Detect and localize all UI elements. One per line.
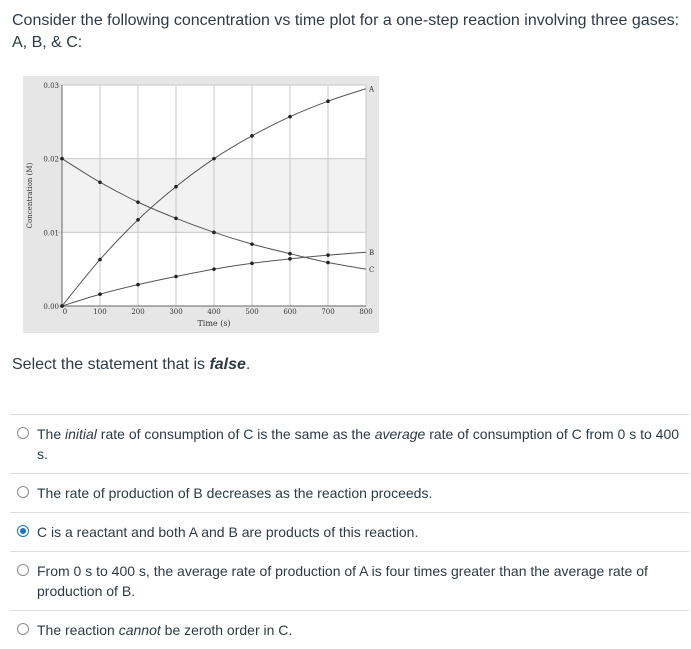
answer-option-2[interactable] [10,473,689,512]
data-point-c [174,217,178,221]
answer-label [37,485,432,501]
x-tick-label: 400 [207,308,221,316]
answer-text-part: rate of consumption of C from 0 s to 400 s. [37,426,680,462]
prompt-after: . [245,356,251,373]
data-point-b [326,253,330,257]
answer-text-part: be zeroth order in C. [160,622,293,638]
prompt-text [12,356,250,374]
x-tick-label: 300 [169,308,183,316]
answer-text-part: From 0 s to 400 s, the average rate of production of A is four times greater than the average rate of production of B. [37,563,648,599]
x-axis-label: Time (s) [197,319,231,328]
x-tick-label: 100 [93,308,107,316]
data-point-c [288,252,292,256]
series-label-c: C [369,266,375,275]
data-point-b [98,292,102,296]
y-tick-label: 0.02 [43,155,59,164]
data-point-b [136,283,140,287]
data-point-c [136,200,140,204]
answer-label [37,426,679,462]
answer-option-4[interactable] [10,551,689,610]
data-point-c [250,242,254,246]
x-tick-label: 800 [359,308,373,316]
radio-button[interactable] [17,623,29,635]
prompt-before: Select the statement that is [12,356,210,373]
answer-text-part: average [374,426,426,442]
series-label-b: B [369,249,375,258]
data-point-a [326,99,330,103]
x-tick-label: 700 [321,308,335,316]
data-point-b [288,257,292,261]
answer-option-3[interactable] [10,512,689,551]
concentration-time-chart [23,76,379,333]
answer-text-part: rate of consumption of C is the same as the [96,426,375,442]
data-point-c [326,261,330,265]
series-label-a: A [369,85,375,94]
data-point-c [98,180,102,184]
data-point-a [250,134,254,138]
data-point-a [174,185,178,189]
data-point-b [60,304,64,308]
answer-text-part: The rate of production of B decreases as the reaction proceeds. [37,485,433,501]
data-point-a [136,218,140,222]
answer-label [37,622,292,638]
answer-text-part: initial [65,426,97,442]
answer-list [10,414,689,649]
answer-text-part: cannot [118,622,161,638]
answer-label [37,563,648,599]
data-point-a [212,157,216,161]
answer-option-1[interactable] [10,414,689,473]
x-tick-label: 500 [245,308,259,316]
y-axis-label: Concentration (M) [26,162,34,229]
answer-text-part: The reaction [37,622,119,638]
data-point-c [212,231,216,235]
radio-button[interactable] [17,427,29,439]
answer-text-part: C is a reactant and both A and B are products of this reaction. [37,524,419,540]
data-point-b [212,267,216,271]
x-tick-label: 200 [131,308,145,316]
data-point-a [288,115,292,119]
y-tick-label: 0.03 [43,82,59,90]
chart-svg [23,76,379,333]
answer-option-5[interactable] [10,610,689,649]
answer-label [37,524,418,540]
y-tick-label: 0.01 [43,229,59,238]
y-tick-label: 0.00 [43,303,59,311]
data-point-b [174,275,178,279]
answer-text-part: The [37,426,66,442]
data-point-c [60,157,64,161]
data-point-b [250,261,254,265]
question-line-2: A, B, & C: [12,34,83,51]
x-tick-label: 0 [62,308,68,316]
data-point-a [98,258,102,262]
prompt-emphasis: false [209,356,246,373]
x-tick-label: 600 [283,308,297,316]
question-line-1: Consider the following concentration vs time plot for a one-step reaction involving three gases: [12,12,680,29]
radio-button[interactable] [17,525,29,537]
radio-button[interactable] [17,486,29,498]
question-text [12,10,682,54]
radio-button[interactable] [17,564,29,576]
